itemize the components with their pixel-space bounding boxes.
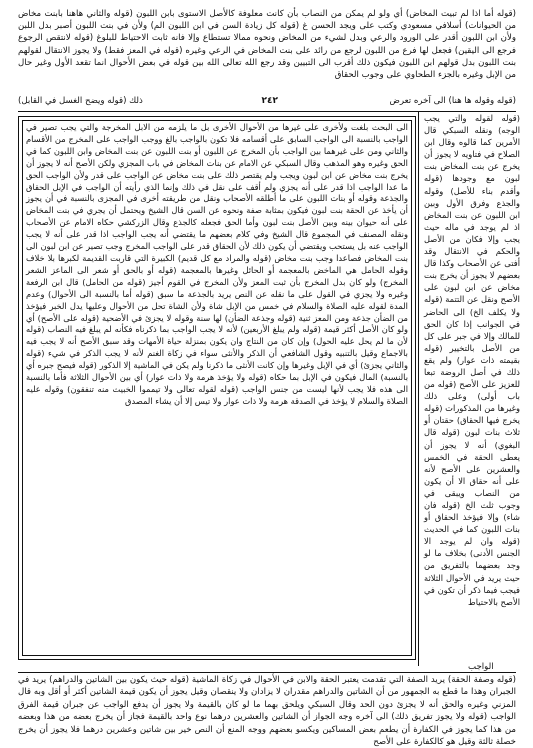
- bottom-rule: [18, 672, 516, 673]
- margin-commentary-text: (قوله لقوله والتي يجب الوجه) ونقله السبكي قال الأمرين كما قالوه وقال ابن الصلاح في فتاويه لا يجوز أن يخرج عن بنت المخاض بنت لبون مع وجودها (قوله وأقدم بناء للأصل) وقوله والجذع وفرق الأول وبين ابن اللبون عن بنت المخاض اذ لم يوجد في ماله حيث يجب وإلا فكان من الأصل والحكم في الانتقال وقد أفتى عن الأصحاب وكذا قال بعضهم لا يجوز أن يخرج بنت مخاض عن ابن لبون على الأصح ونقل عن التتمة (قوله ولا يكلف الخ) الى الحاضر في الجوانب إذا كان الحق للمالك وإلا في جبر على كل من الأصل بالتخيير (قوله بقيمته ذات عوار) ولم يقع ذلك في أصل الروضة تبعا للعزيز على الأصح (قوله من باب أولى) وعلى ذلك وغيرها من المذكورات (قوله يخرج فيها الحقاق) حقتان أو ثلاث بنات لبون (قوله قال البغوي) أنه لا يجوز أن يعطى الحقة في الخمس والعشرين على الأصح لأنه على أنه حقاق الا أن يكون من النصاب ويبقى في وجوب ثلث الخ (قوله فان شاء) وإلا فيؤخذ الحقاق أو بنات اللبون كما في الحديث (قوله وان لم يوجد الا الجنس الأدنى) بخلاف ما لو وجد بعضهما بالتفريق من حيث يريد في الأحوال الثلاثة فيجب فيما ذكر أن تكون في الأصح بالاحتياط: [424, 113, 520, 607]
- header-continuation: ذلك (قوله ويضح الغسل في القابل): [18, 96, 143, 106]
- column-divider: [418, 112, 419, 666]
- bottom-commentary-block: (قوله وصفة الحقة) يريد الصفة التي تقدمت يعتبر الحقة والابن في الأحوال في زكاة الماشية (قوله حيث يكون بين الشاتين والدراهم) يريد في الجبران وهذا ما قطع به الجمهور من أن الشاتين والدراهم مقدران لا يزادان ولا ينقصان وقيل يجوز أن يكون قيمة الشاتين أكثر أو أقل وبه قال المزني وغيره والحق أنه لا يجزئ دون الحد وقال السبكي ويلحق بهما ما لو كان بالقيمة ولا يجوز أن يدفع الواجب عن جبران قيمة الفرق الواجب (قوله ولا يجوز تفريق ذلك) الى آخره وجه الجواز أن الشاتين والعشرين درهما نوع واحد بالقيمة فجاز أن يخرج بعضه من هذا وبعضه من هذا كما يجوز في الكفارة أن يطعم بعض المساكين ويكسو بعضهم ووجه المنع أن النص خير بين شاتين وعشرين درهما فلا يجوز أن يخرج خصلة ثالثة وقيل هو كالكفارة على الأصح: [18, 675, 516, 748]
- bottom-section-label: الواجب: [468, 662, 494, 672]
- top-commentary-block: (قوله أما اذا لم تبيت المخاض) أي ولو لم يمكن من النصاب بأن كانت معلوفة كالأصل الاستوى بابن اللبون (قوله والثاني هاهنا بابنت مخاض من الحيوانات) أسلافي مسعودي وكتب على ويجد الحسن غ (قوله كل زيادة السن في ابن اللبون الم) ولأن في بنت اللبون أصبر بدل اللبن ولأن ابن اللبون أقدر على الورود والرعي وبدل لشيء من المخاض ونحوه ممالا تستطاع وإلا فانه ثابت الاحتياط للبلوغ (قوله لانتقص الرجوع فرجع الى اليقين) فجعل لها فرع من اللبون لرجع من رائد على بنت المخاض في الرعي وغيره (قوله في المعز فقط) ولا يجوز الانتقال لقولهم بنت اللبون بدل قولهم ابن اللبون فيكون ذلك أقرب الى التبيين وقد رجع الله تعالى الله بين قوله في بعض الأحوال انما تقعد الأول وغير حال من الإبل وغيره بالجزء الطحاوي على وجوب الحقاق: [18, 9, 516, 81]
- page-number: ٢٤٢: [261, 96, 278, 106]
- marginal-heading: (قوله وقوله ها هنا) الى آخره تعرض: [389, 96, 516, 106]
- main-commentary-text: الى البحث بلغت ولأخرى على غيرها من الأحوال الأخرى بل ما يلزمه من الابل المخرجة والتي يجب تصير في الواجب بالنسبة الى الواجب السابق على أقسامه فلا تكون بالواجب بالغ ووجب الواجب على المخرج من الأقسام والثاني ومن على غيرهما بين الواجب بأن المخرج عن اللبون أو بنت اللبون عن بنت المخاض وابن اللبون كما في الحق وغيره وهو المذهب وقال السبكي عن الامام عن بنات المخاض في باب المجزي ولكن الأصح أنه لا يجوز أن يخرج بنت مخاض عن ابن لبون ويجب ولم يقتصر ذلك على بنت مخاض عن الواجب على قدر ولأن الواجب الحق ما عدا الواجب اذا قدر على أنه يجزي ولم أقف على نقل في ذلك وإنما الذي رأيته أن الواجب في الإبل الحقاق والجذعة وقوله أو بنات اللبون على ما أطلقه الأصحاب ونقل من طريقته أخرى في المجزى بالنسبة في أن يجوز أن يأخذ عن الحقة بنت لبون فيكون بمثابة صفة ونحوه عن السن قال الشيخ ويحتمل أن يجري في بنت المخاض على أنه حيوان بينه وبين الأصل بنت لبون وأما الحق فجعله كالجذع وقال الزركشي حكاه الامام عن الأصحاب ونقله المصنف في المجموع قال الشيخ وفي كلام بعضهم ما يقتضي أنه يجب الواجب اذا قدر على أنه لا يجب الواجب عنه بل يستحب ويقتضي أن يكون ذلك لأن الحقاق قدر على الواجب المخرج وجب تصير عن ابن لبون الى بنت المخاض فصاعدا وجب بنت مخاض (قوله والمراد مع كل قديم) الكبيرة التي قاربت القديمة لكبرها بلا خلاف وقوله الحامل هي الماخض بالمعجمة أو الحائل وغيرها بالمعجمة (قوله أو بالحق أو شعر الى الماعز الشعر المخرج) ولو كان بدل المخرج بأن ثبت المعز ولأن المخرج في القوم أجيز (قوله من الحامل) قال ابن الرفعة وغيره ولا يجزي في القول على ما نقله عن النص يريد بالجذعة ما سبق (قوله أما بالنسبة الى الأحوال) وعدم المدة لقوله عليه الصلاة والسلام في خمس من الإبل شاة ولأن الشاة تحل من الأحوال وعليها يدل الخبر فيؤخذ من الضأن جذعة ومن المعز ثنية (قوله وجذعة الضأن) لها سنة وقوله لا يجزئ في الأضحية (قوله على الأصح) أي ولو كان الأصل أكثر قيمة (قوله ولم يبلغ الأربعين) لأنه لا يجب الواجب بما ذكرناه فكأنه لم يبلغ فيه النصاب (قوله لأن ما لم يحل عليه الحول) وإن كان من النتاج وان يكون بمنزلة حياة الأمهات وقد سبق الأصح أنه لا يجب فيه بالاجماع وقيل بالتنبيه وقول الشافعي أن الذكر والأنثى سواء في زكاة الغنم لأنه لا يجب الذكر في شيء (قوله والثاني يجزئ) أي في الإبل وغيرها وإن كانت الأنثى ما ذكرنا ولم يكن في الماشية إلا الذكور (قوله فيصح جبره أي بالنسبة) المال فيكون في الإبل بما حكاه (قوله ولا يؤخذ هرمة ولا ذات عوار) أي بين الأحوال الثلاثة فأما بالنسبة الى هذه فلا يجب لأنها ليست من جنس الواجب (قوله لقوله تعالى ولا تيمموا الخبيث منه تنفقون) وقوله عليه الصلاة والسلام لا يؤخذ في الصدقة هرمة ولا ذات عوار ولا تيس إلا أن يشاء المصدق: [26, 122, 408, 406]
- page-header-line: [18, 96, 516, 110]
